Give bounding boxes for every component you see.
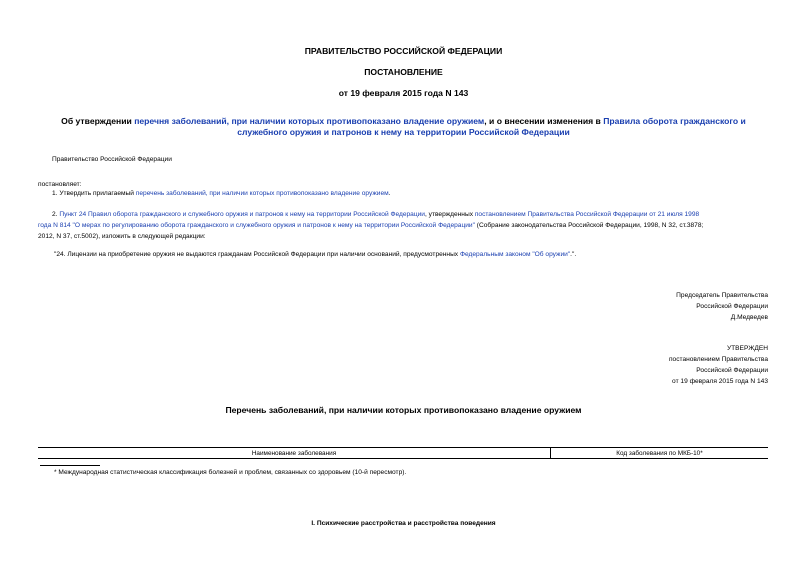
quote-law-link[interactable]: Федеральным законом "Об оружии" bbox=[459, 251, 571, 258]
item-2 bbox=[38, 209, 778, 242]
item-2-link-paragraph[interactable]: Пункт 24 Правил оборота гражданского и служебного оружия и патронов к нему на территории Российской Федерации bbox=[59, 211, 425, 218]
title-text-1: Об утверждении bbox=[61, 116, 135, 126]
document-title bbox=[0, 116, 807, 138]
item-1-link[interactable]: перечень заболеваний, при наличии которых противопоказано владение оружием bbox=[135, 190, 389, 197]
title-link-rules[interactable]: Правила оборота гражданского и bbox=[603, 116, 746, 126]
disease-list-title: Перечень заболеваний, при наличии которых противопоказано владение оружием bbox=[225, 405, 582, 415]
title-text-2: , и о внесении изменения в bbox=[484, 116, 604, 126]
footnote-divider bbox=[40, 465, 100, 466]
signature-block bbox=[676, 290, 768, 323]
item-2-text: , утвержденных bbox=[425, 211, 475, 218]
approval-block bbox=[669, 343, 768, 387]
signature-country: Российской Федерации bbox=[696, 303, 768, 310]
item-2-number: 2. bbox=[52, 211, 60, 218]
approval-title: УТВЕРЖДЕН bbox=[726, 345, 768, 352]
section-title: I. Психические расстройства и расстройства поведения bbox=[311, 520, 496, 527]
disease-table bbox=[38, 447, 768, 459]
title-link-rules-continued[interactable]: служебного оружия и патронов к нему на территории Российской Федерации bbox=[237, 127, 570, 137]
item-2-link-resolution-continued[interactable]: года N 814 "О мерах по регулированию оборота гражданского и служебного оружия и патронов к нему на территории Российской Федерации" bbox=[38, 222, 475, 229]
government-heading: ПРАВИТЕЛЬСТВО РОССИЙСКОЙ ФЕДЕРАЦИИ bbox=[304, 46, 503, 56]
footnote: * Международная статистическая классификация болезней и проблем, связанных со здоровьем (10-й пересмотр). bbox=[54, 469, 407, 476]
approval-date: от 19 февраля 2015 года N 143 bbox=[672, 378, 768, 385]
column-icd-code: Код заболевания по МКБ-10* bbox=[551, 448, 769, 459]
government-label: Правительство Российской Федерации bbox=[52, 156, 172, 163]
item-1 bbox=[52, 188, 391, 199]
decrees-label: постановляет: bbox=[38, 181, 82, 188]
item-1-end: . bbox=[388, 190, 391, 197]
table-header-row bbox=[38, 448, 768, 459]
item-1-text: 1. Утвердить прилагаемый bbox=[52, 190, 136, 197]
title-link-disease-list[interactable]: перечня заболеваний, при наличии которых противопоказано владение оружием bbox=[134, 116, 485, 126]
item-2-link-resolution[interactable]: постановлением Правительства Российской Федерации от 21 июля 1998 bbox=[474, 211, 700, 218]
document-date: от 19 февраля 2015 года N 143 bbox=[338, 88, 469, 98]
signature-position: Председатель Правительства bbox=[676, 292, 768, 299]
column-disease-name: Наименование заболевания bbox=[38, 448, 551, 459]
quote-end: .". bbox=[570, 251, 577, 258]
signature-name: Д.Медведев bbox=[730, 314, 768, 321]
item-2-source-end: 2012, N 37, ст.5002), изложить в следующей редакции: bbox=[38, 233, 206, 240]
approval-line-3: Российской Федерации bbox=[696, 367, 768, 374]
document-type: ПОСТАНОВЛЕНИЕ bbox=[364, 67, 443, 77]
quote-paragraph bbox=[54, 249, 576, 260]
item-2-source: (Собрание законодательства Российской Федерации, 1998, N 32, ст.3878; bbox=[474, 222, 704, 229]
quote-text: "24. Лицензии на приобретение оружия не выдаются гражданам Российской Федерации при наличии оснований, предусмотренных bbox=[54, 251, 460, 258]
approval-line-2: постановлением Правительства bbox=[668, 356, 768, 363]
